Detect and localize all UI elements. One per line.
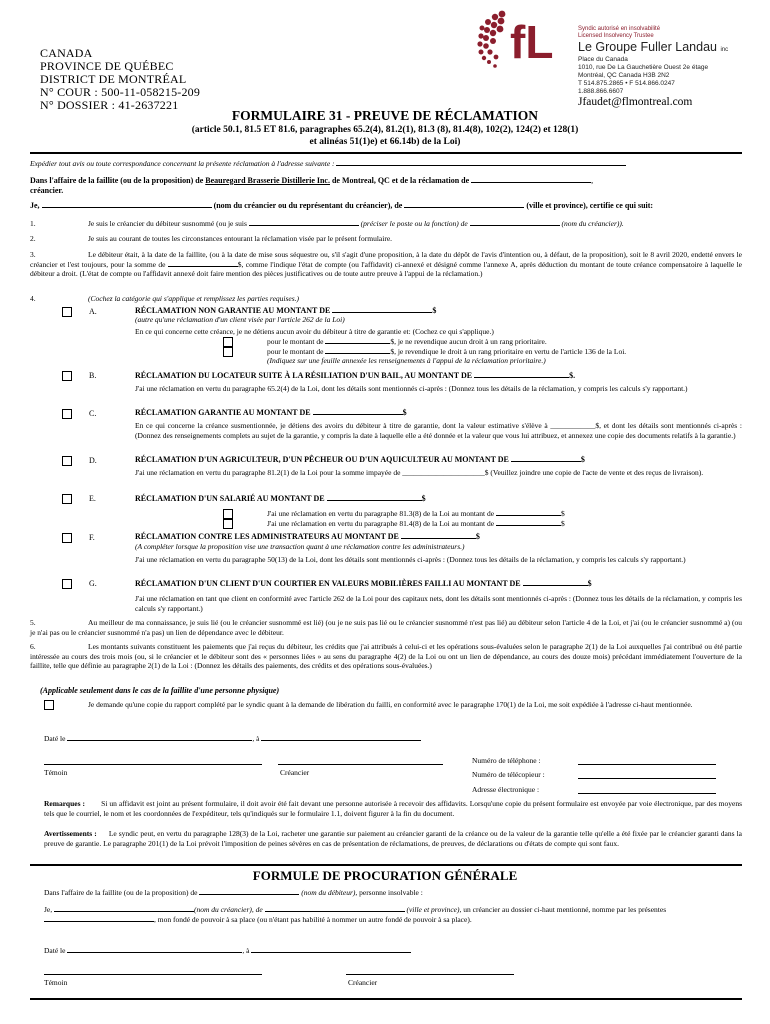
section-a-opt1-post: $, je ne revendique aucun droit à un rang prioritaire. — [390, 337, 547, 346]
email-field[interactable] — [578, 793, 716, 794]
section-c-title: RÉCLAMATION GARANTIE AU MONTANT DE — [135, 408, 311, 417]
court-line: N° DOSSIER : 41-2637221 — [40, 98, 179, 112]
section-e-opt1: J'ai une réclamation en vertu du paragraphe 81.3(8) de la Loi au montant de $ — [267, 509, 565, 518]
section-e-checkbox[interactable] — [62, 494, 72, 504]
section-a-letter: A. — [89, 307, 97, 316]
section-e-title: RÉCLAMATION D'UN SALARIÉ AU MONTANT DE — [135, 494, 325, 503]
trustee-email[interactable]: Jfaudet@flmontreal.com — [578, 96, 693, 108]
section-b-title: RÉCLAMATION DU LOCATEUR SUITE À LA RÉSILIATION D'UN BAIL, AU MONTANT DE — [135, 371, 473, 380]
date-label-2: Daté le — [44, 946, 66, 955]
affaire-post: de Montreal, QC et de la réclamation de — [331, 176, 470, 185]
creancier-label: créancier. — [30, 186, 64, 195]
p6-text: Les montants suivants constituent les paiements que j'ai reçus du débiteur, les crédits que j'ai attribués à celui-ci et les opérations sous-évaluées selon le paragraphe 2(1) de la Loi auxquelles j'ai contribué ou été partie intéressée au cours des trois mois (ou, si le créancier et le débiteur sont des « personnes liées » au sens du paragraphe 4(2) de la Loi ou ont un lien de dépendance, au cours des douze mois) précédant immédiatement l'ouverture de la faillite, telle que définie au paragraphe 2(1) de la Loi : (Donnez les détails des paiements, des crédits et des opérations sous-évaluées.) — [30, 642, 742, 670]
creditor-name-field[interactable] — [42, 207, 212, 208]
p2-text: Je suis au courant de toutes les circonstances entourant la réclamation visée par le présent formulaire. — [88, 234, 393, 243]
send-to-line — [30, 159, 626, 169]
section-f-note: (A compléter lorsque la proposition vise une transaction quant à une réclamation contre les administrateurs.) — [135, 542, 465, 551]
section-g-title-row: RÉCLAMATION D'UN CLIENT D'UN COURTIER EN VALEURS MOBILIÈRES FAILLI AU MONTANT DE $ — [135, 579, 592, 588]
divider-procuration — [30, 864, 742, 866]
section-g-letter: G. — [89, 579, 97, 588]
witness-label-2: Témoin — [44, 978, 68, 987]
creditor-field[interactable] — [470, 225, 560, 226]
logo-subtitle-1: Syndic autorisé en insolvabilité — [578, 26, 661, 32]
p1-c: (nom du créancier)). — [561, 219, 624, 228]
p5-num: 5. — [30, 618, 36, 627]
section-d-title-row: RÉCLAMATION D'UN AGRICULTEUR, D'UN PÊCHEUR OU D'UN AQUICULTEUR AU MONTANT DE $ — [135, 455, 585, 464]
remarques-label: Remarques : — [44, 799, 86, 808]
section-a-note: (autre qu'une réclamation d'un client visée par l'article 262 de la Loi) — [135, 315, 345, 324]
section-a-opt1-checkbox[interactable] — [223, 337, 233, 347]
city-field[interactable] — [404, 207, 524, 208]
tel-label: Numéro de téléphone : — [472, 756, 541, 765]
send-to-label: Expédier tout avis ou toute correspondance concernant la présente réclamation à l'adresse suivante : — [30, 159, 335, 168]
company-name — [578, 40, 728, 54]
p2-num: 2. — [30, 234, 36, 243]
section-b-letter: B. — [89, 371, 97, 380]
section-d-checkbox[interactable] — [62, 456, 72, 466]
procuration-city-field[interactable] — [265, 911, 405, 912]
section-c-title-row: RÉCLAMATION GARANTIE AU MONTANT DE $ — [135, 408, 407, 417]
je-line — [30, 201, 653, 211]
procuration-l2-pre: Je, — [44, 905, 53, 914]
section-a-title: RÉCLAMATION NON GARANTIE AU MONTANT DE — [135, 306, 331, 315]
avertissements — [44, 829, 742, 848]
company-inc: inc — [720, 47, 729, 53]
section-c-amount-field[interactable] — [313, 414, 403, 415]
p6-num: 6. — [30, 642, 36, 651]
affaire-label: Dans l'affaire de la faillite (ou de la proposition) de — [30, 176, 204, 185]
debt-amount-field[interactable] — [168, 266, 238, 267]
section-f-letter: F. — [89, 533, 95, 542]
fax-label: Numéro de télécopieur : — [472, 770, 545, 779]
place-field-1[interactable] — [261, 740, 421, 741]
creditor-label-1: Créancier — [280, 768, 310, 777]
p3-num: 3. — [30, 250, 36, 259]
company-address — [578, 56, 708, 96]
logo-letters: fL — [510, 16, 554, 68]
address-line: 1.888.866.6607 — [578, 88, 624, 95]
position-field[interactable] — [249, 225, 359, 226]
creditor-label-2: Créancier — [348, 978, 378, 987]
address-line: 1010, rue De La Gauchetière Ouest 2e étage — [578, 64, 709, 71]
court-line: PROVINCE DE QUÉBEC — [40, 59, 174, 73]
section-f-title-row: RÉCLAMATION CONTRE LES ADMINISTRATEURS AU MONTANT DE $ — [135, 532, 480, 541]
section-b-checkbox[interactable] — [62, 371, 72, 381]
email-label: Adresse électronique : — [472, 785, 540, 794]
section-c-letter: C. — [89, 409, 97, 418]
je-end-label: (ville et province), certifie ce qui suit: — [526, 201, 654, 210]
p7-text: Je demande qu'une copie du rapport complété par le syndic quant à la demande de libération du failli, en conformité avec le paragraphe 170(1) de la Loi, me soit expédiée à l'adresse ci-haut mentionnée. — [88, 700, 693, 709]
company-name-text: Le Groupe Fuller Landau — [578, 40, 717, 54]
date-line-2 — [44, 946, 411, 956]
section-d-letter: D. — [89, 456, 97, 465]
p4-text: (Cochez la catégorie qui s'applique et remplissez les parties requises.) — [88, 294, 300, 303]
form-subtitle-line-2: et alinéas 51(1)e) et 66.14b) de la Loi) — [309, 137, 461, 147]
section-a-opt-note: (Indiquez sur une feuille annexée les renseignements à l'appui de la réclamation prioritaire.) — [267, 356, 546, 365]
section-e-opt2: J'ai une réclamation en vertu du paragraphe 81.4(8) de la Loi au montant de $ — [267, 519, 565, 528]
witness-signature-line-2[interactable] — [44, 974, 262, 975]
section-d-title: RÉCLAMATION D'UN AGRICULTEUR, D'UN PÊCHEUR OU D'UN AQUICULTEUR AU MONTANT DE — [135, 455, 509, 464]
send-to-address-field[interactable] — [336, 165, 626, 166]
section-b-amount-field[interactable] — [474, 377, 569, 378]
section-f-checkbox[interactable] — [62, 533, 72, 543]
section-a-title-row: RÉCLAMATION NON GARANTIE AU MONTANT DE $ — [135, 306, 437, 315]
avert-label: Avertissements : — [44, 829, 97, 838]
fax-field[interactable] — [578, 778, 716, 779]
section-g-amount-field[interactable] — [523, 585, 588, 586]
section-a-opt1-amount[interactable] — [325, 343, 390, 344]
section-f-amount-field[interactable] — [401, 538, 476, 539]
address-line: T 514.875.2865 • F 514.866.0247 — [578, 80, 675, 87]
court-line: N° COUR : 500-11-058215-209 — [40, 85, 201, 99]
section-g-text: J'ai une réclamation en tant que client en conformité avec l'article 262 de la Loi pour des capitaux nets, dont les détails sont mentionnés ci-après : (Donnez tous les détails de la réclamation, y compris les calculs s'y rapportant.) — [135, 594, 742, 613]
date-field-2[interactable] — [67, 952, 242, 953]
section-e-title-row: RÉCLAMATION D'UN SALARIÉ AU MONTANT DE $ — [135, 494, 426, 503]
procuration-l1-mid: (nom du débiteur), — [301, 888, 358, 897]
section-e-opt1-checkbox[interactable] — [223, 509, 233, 519]
creditor-signature-line-2[interactable] — [346, 974, 514, 975]
date-line-1 — [44, 734, 421, 744]
form-title: FORMULAIRE 31 - PREUVE DE RÉCLAMATION — [231, 108, 539, 123]
discharge-report-checkbox[interactable] — [44, 700, 54, 710]
section-d-amount-field[interactable] — [511, 461, 581, 462]
section-e-opt1-pre: J'ai une réclamation en vertu du paragraphe 81.3(8) de la Loi au montant de — [267, 509, 495, 518]
section-a-opt1-pre: pour le montant de — [267, 337, 324, 346]
remarques — [44, 799, 742, 818]
section-a-checkbox[interactable] — [62, 307, 72, 317]
date-a-2: , à — [242, 946, 250, 955]
je-mid-label: (nom du créancier ou du représentant du créancier), de — [213, 201, 403, 210]
avert-text: Le syndic peut, en vertu du paragraphe 128(3) de la Loi, racheter une garantie sur paiement au créancier garanti de la créance ou de la valeur de la garantie telle qu'elle a été fixée par le créancier garanti dans la preuve de garantie. Le paragraphe 201(1) de la Loi prévoit l'imposition de peines sévères en cas de présentation de réclamations, de preuves, de déclarations ou d'états de compte qui sont faux. — [44, 829, 742, 848]
divider-bottom — [30, 998, 742, 1000]
procuration-debtor-field[interactable] — [199, 894, 299, 895]
section-b-title-row: RÉCLAMATION DU LOCATEUR SUITE À LA RÉSILIATION D'UN BAIL, AU MONTANT DE $. — [135, 371, 576, 380]
procuration-l2-b: (ville et province), — [406, 905, 462, 914]
section-b-text: J'ai une réclamation en vertu du paragraphe 65.2(4) de la Loi, dont les détails sont mentionnés ci-après : (Donnez tous les détails de la réclamation, y compris les calculs s'y rapportant.) — [135, 384, 688, 393]
creditor-signature-line-1[interactable] — [278, 764, 443, 765]
p1-num: 1. — [30, 219, 36, 228]
section-a-opt2-pre: pour le montant de — [267, 347, 324, 356]
procuration-l2-a: (nom du créancier), de — [194, 905, 263, 914]
p3-a: Le débiteur était, à la date de la faillite, (ou à la date de mise sous séquestre ou, s'il s'agit d'une proposition, à la date du dépôt de l'avis d'intention ou, à défaut, de la proposition), soit le 8 avril 2020, endetté envers le créancier et l'est toujours, pour la somme de — [30, 250, 742, 269]
section-c-checkbox[interactable] — [62, 409, 72, 419]
form-subtitle — [0, 124, 770, 148]
section-e-opt1-amount[interactable] — [496, 515, 561, 516]
section-f-title: RÉCLAMATION CONTRE LES ADMINISTRATEURS AU MONTANT DE — [135, 532, 399, 541]
date-a-1: , à — [252, 734, 260, 743]
procuration-creditor-field[interactable] — [54, 911, 194, 912]
section-e-opt2-amount[interactable] — [496, 525, 561, 526]
procuration-l1-post: personne insolvable : — [359, 888, 423, 897]
debtor-name: Beauregard Brasserie Distillerie Inc. — [205, 176, 330, 185]
section-c-text: En ce qui concerne la créance susmentionnée, je détiens des avoirs du débiteur à titre de garantie, dont la valeur estimative s'élève à ____________$, et dont les détails sont mentionnés ci-après : (Donnez des renseignements complets au sujet de la garantie, y compris la date à laquelle elle a été donnée et la valeur que vous lui attribuez, et annexez une copie des documents relatifs à la garantie.) — [135, 421, 742, 440]
logo-mark-icon — [472, 6, 576, 84]
procuration-l2-c: un créancier au dossier ci-haut mentionné, nomme par les présentes — [463, 905, 667, 914]
divider — [30, 152, 742, 154]
witness-signature-line-1[interactable] — [44, 764, 262, 765]
form-subtitle-line-1: (article 50.1, 81.5 ET 81.6, paragraphes 65.2(4), 81.2(1), 81.3 (8), 81.4(8), 102(2), 124(2) et 128(1) — [191, 125, 579, 135]
applicable-note: (Applicable seulement dans le cas de la faillite d'une personne physique) — [40, 686, 280, 695]
p3-text — [30, 250, 742, 279]
section-a-amount-field[interactable] — [332, 312, 432, 313]
p5-text: Au meilleur de ma connaissance, je suis lié (ou le créancier susnommé est lié) (ou je ne suis pas lié ou le créancier susnommé n'est pas lié) au débiteur selon l'article 4 de la Loi, et j'ai (ou le créancier susnommé a) (ou je n'ai pas ou le créancier susnommé n'a pas) un lien de dépendance avec le débiteur. — [30, 618, 742, 637]
section-e-opt2-checkbox[interactable] — [223, 519, 233, 529]
witness-label-1: Témoin — [44, 768, 68, 777]
procuration-title: FORMULE DE PROCURATION GÉNÉRALE — [252, 868, 518, 883]
court-line: DISTRICT DE MONTRÉAL — [40, 72, 187, 86]
date-label-1: Daté le — [44, 734, 66, 743]
address-line: Montréal, QC Canada H3B 2N2 — [578, 72, 670, 79]
p1-b: (préciser le poste ou la fonction) de — [360, 219, 468, 228]
procuration-line-2 — [44, 905, 742, 924]
affaire-line: Dans l'affaire de la faillite (ou de la proposition) de Beauregard Brasserie Distillerie Inc. de Montreal, QC et de la réclamation de , créancier. — [30, 176, 594, 195]
section-a-text: En ce qui concerne cette créance, je ne détiens aucun avoir du débiteur à titre de garantie et: (Cochez ce qui s'applique.) — [135, 327, 494, 336]
section-a-opt2-amount[interactable] — [325, 353, 390, 354]
date-field-1[interactable] — [67, 740, 252, 741]
section-e-opt2-pre: J'ai une réclamation en vertu du paragraphe 81.4(8) de la Loi au montant de — [267, 519, 495, 528]
section-d-text: J'ai une réclamation en vertu du paragraphe 81.2(1) de la Loi pour la somme impayée de ______________________$ (Veuillez joindre une copie de l'acte de vente et des reçus de livraison). — [135, 468, 704, 477]
p1-a: Je suis le créancier du débiteur susnommé (ou je suis — [88, 219, 247, 228]
p1-text — [88, 219, 624, 229]
claimant-name-field[interactable] — [471, 182, 591, 183]
procuration-proxy-field[interactable] — [44, 921, 154, 922]
place-field-2[interactable] — [251, 952, 411, 953]
court-info — [40, 47, 200, 112]
section-e-letter: E. — [89, 494, 96, 503]
remarques-text: Si un affidavit est joint au présent formulaire, il doit avoir été fait devant une personne autorisée à recevoir des affidavits. Lorsqu'une copie du présent formulaire est envoyée par voie électronique, par des moyens tels que le courriel, le nom et les coordonnées de l'expéditeur, tels qu'indiqués sur le formulaire 1.1, doivent figurer à la fin du document. — [44, 799, 742, 818]
company-logo — [472, 6, 576, 84]
p3-b: $, comme l'indique l'état de compte (ou l'affidavit) ci-annexé et désigné comme l'annexe A, après déduction du montant de toute créance compensatoire à laquelle le débiteur a droit. (L'état de compte ou l'affidavit annexé doit faire mention des pièces justificatives ou de toute autre preuve à l'appui de la réclamation.) — [30, 259, 743, 278]
p4-num: 4. — [30, 294, 36, 303]
court-line: CANADA — [40, 46, 93, 60]
section-a-opt1 — [267, 337, 547, 347]
tel-field[interactable] — [578, 764, 716, 765]
je-label: Je, — [30, 201, 40, 210]
procuration-l1-pre: Dans l'affaire de la faillite (ou de la proposition) de — [44, 888, 198, 897]
section-g-checkbox[interactable] — [62, 579, 72, 589]
logo-subtitle-2: Licensed Insolvency Trustee — [578, 33, 654, 39]
address-line: Place du Canada — [578, 56, 628, 63]
section-f-text: J'ai une réclamation en vertu du paragraphe 50(13) de la Loi, dont les détails sont mentionnés ci-après : (Donnez tous les détails de la réclamation, y compris les calculs s'y rapportant.) — [135, 555, 686, 564]
section-e-amount-field[interactable] — [327, 500, 422, 501]
section-a-opt2-checkbox[interactable] — [223, 347, 233, 357]
procuration-l3: , mon fondé de pouvoir à sa place (ou n'étant pas habilité à nommer un autre fondé de pouvoir à sa place). — [154, 914, 472, 924]
procuration-line-1 — [44, 888, 423, 898]
section-a-opt2-post: $, je revendique le droit à un rang prioritaire en vertu de l'article 136 de la Loi. — [390, 347, 627, 356]
section-g-title: RÉCLAMATION D'UN CLIENT D'UN COURTIER EN VALEURS MOBILIÈRES FAILLI AU MONTANT DE — [135, 579, 521, 588]
